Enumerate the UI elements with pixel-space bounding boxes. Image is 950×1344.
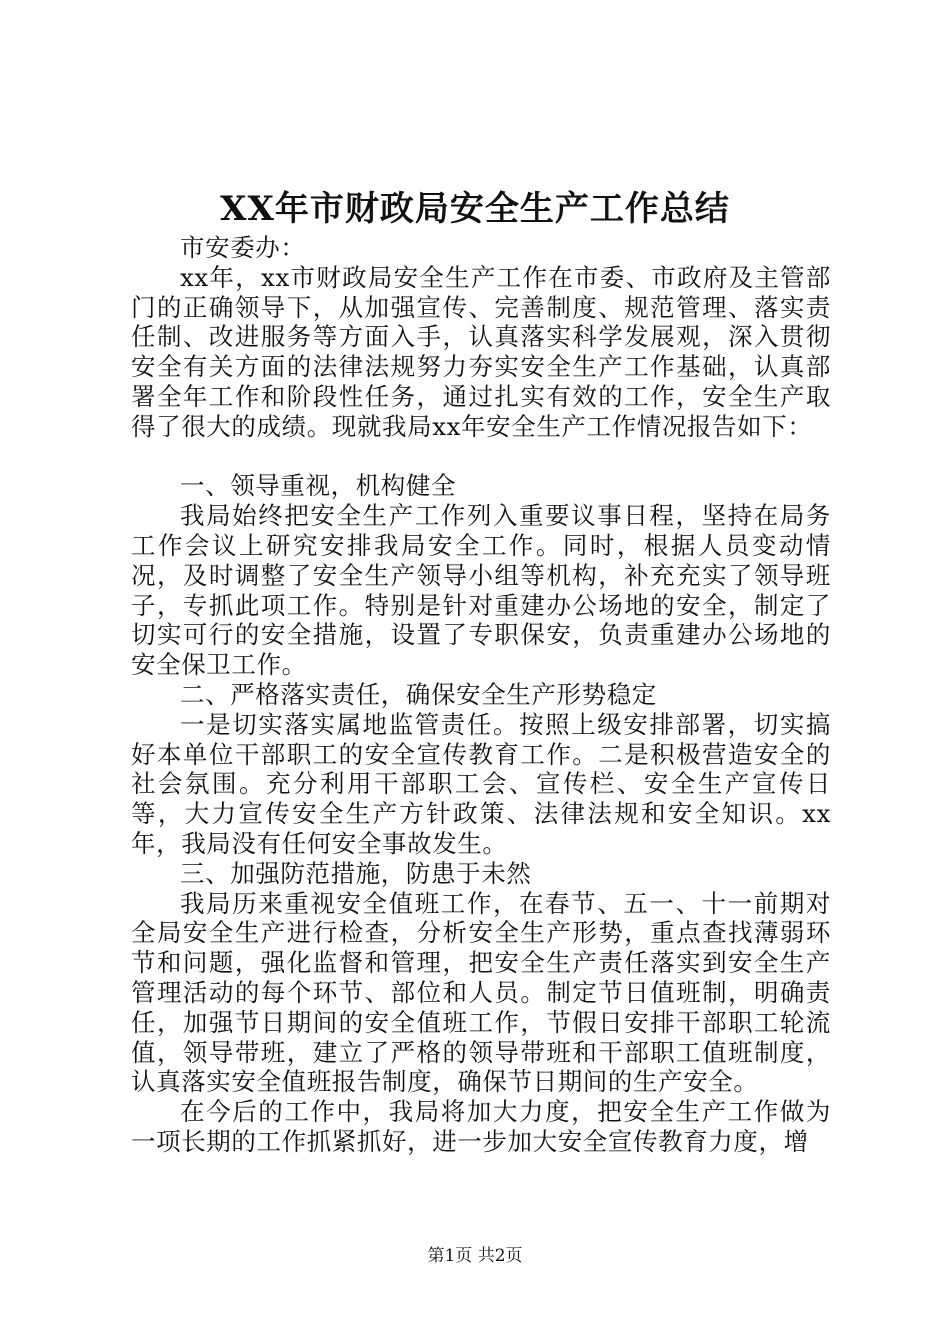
- document-title: XX年市财政局安全生产工作总结: [220, 189, 730, 229]
- paragraph-section-2: 一是切实落实属地监管责任。按照上级安排部署，切实搞好本单位干部职工的安全宣传教育工作。二是积极营造安全的社会氛围。充分利用干部职工会、宣传栏、安全生产宣传日等，大力宣传安全生产方针政策、法律法规和安全知识。xx年，我局没有任何安全事故发生。: [131, 709, 831, 858]
- section-heading-3: 三、加强防范措施，防患于未然: [180, 858, 532, 888]
- salutation: 市安委办：: [180, 233, 306, 262]
- section-heading-1: 一、领导重视，机构健全: [180, 471, 457, 501]
- blank-line: [131, 442, 831, 472]
- paragraph-intro: xx年，xx市财政局安全生产工作在市委、市政府及主管部门的正确领导下，从加强宣传、完善制度、规范管理、落实责任制、改进服务等方面入手，认真落实科学发展观，深入贯彻安全有关方面的法律法规努力夯实安全生产工作基础，认真部署全年工作和阶段性任务，通过扎实有效的工作，安全生产取得了很大的成绩。现就我局xx年安全生产工作情况报告如下：: [131, 262, 831, 441]
- document-body: [131, 233, 831, 1157]
- page-number-footer: 第1页 共2页: [427, 1246, 523, 1266]
- section-heading-2: 二、严格落实责任，确保安全生产形势稳定: [180, 679, 657, 709]
- paragraph-section-1: 我局始终把安全生产工作列入重要议事日程，坚持在局务工作会议上研究安排我局安全工作。同时，根据人员变动情况，及时调整了安全生产领导小组等机构，补充充实了领导班子，专抓此项工作。特别是针对重建办公场地的安全，制定了切实可行的安全措施，设置了专职保安，负责重建办公场地的安全保卫工作。: [131, 501, 831, 680]
- paragraph-closing: 在今后的工作中，我局将加大力度，把安全生产工作做为一项长期的工作抓紧抓好，进一步加大安全宣传教育力度，增: [131, 1097, 831, 1156]
- paragraph-section-3: 我局历来重视安全值班工作，在春节、五一、十一前期对全局安全生产进行检查，分析安全生产形势，重点查找薄弱环节和问题，强化监督和管理，把安全生产责任落实到安全生产管理活动的每个环节、部位和人员。制定节日值班制，明确责任，加强节日期间的安全值班工作，节假日安排干部职工轮流值，领导带班，建立了严格的领导带班和干部职工值班制度，认真落实安全值班报告制度，确保节日期间的生产安全。: [131, 888, 831, 1097]
